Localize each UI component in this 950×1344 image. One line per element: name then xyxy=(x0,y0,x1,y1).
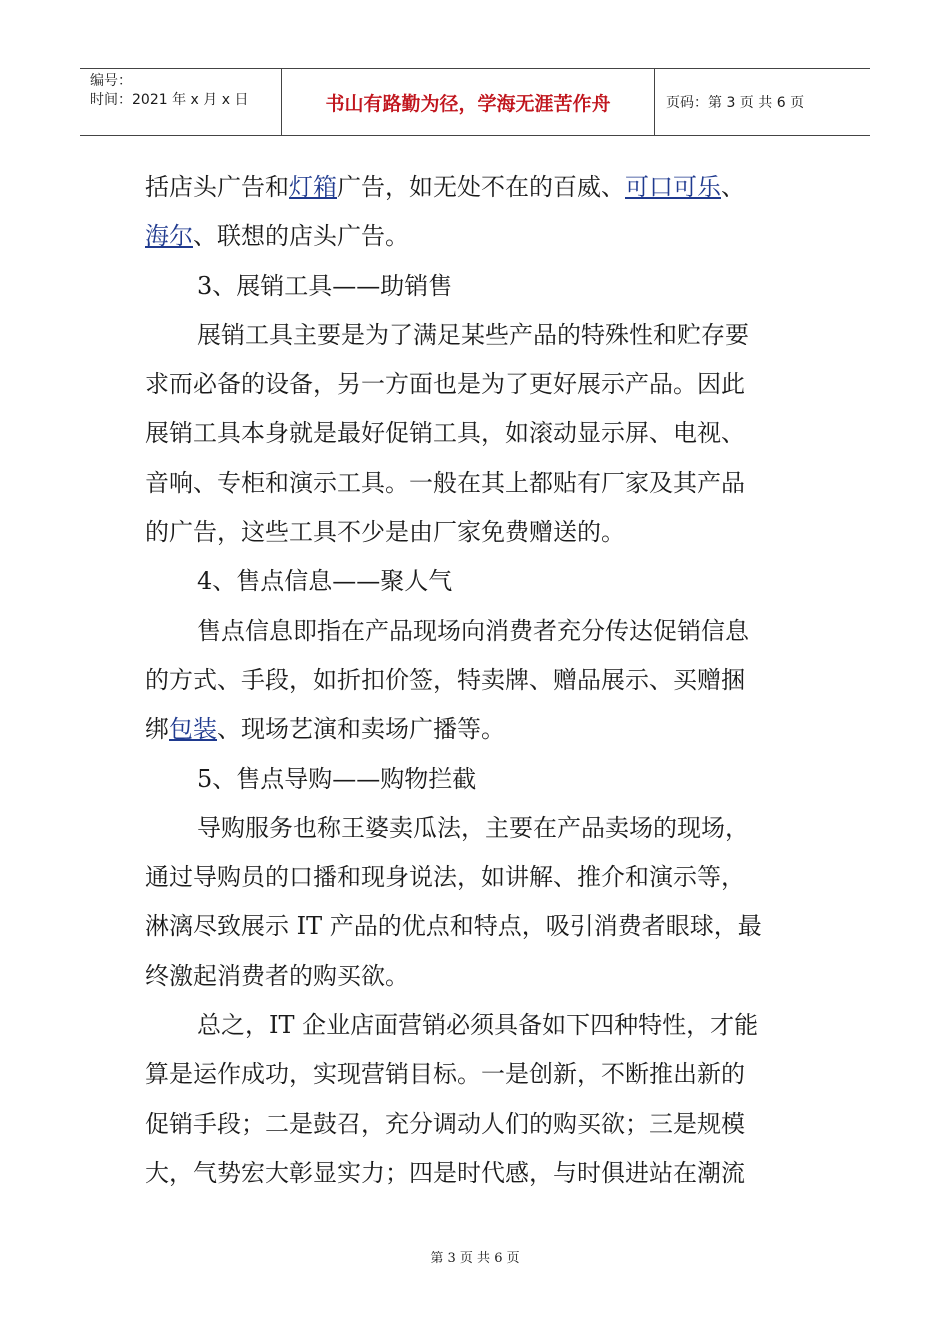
number-label: 编号： xyxy=(90,73,132,89)
body-line xyxy=(145,705,815,754)
section-heading: 5、售点导购——购物拦截 xyxy=(197,764,477,793)
text-segment: 绑 xyxy=(145,715,169,744)
body-line: 大，气势宏大彰显实力；四是时代感，与时俱进站在潮流 xyxy=(145,1158,745,1187)
document-body xyxy=(145,163,815,1198)
header-page-info: 页码：第 3 页 共 6 页 xyxy=(666,95,805,111)
body-line: 终激起消费者的购买欲。 xyxy=(145,961,409,990)
body-line: 算是运作成功，实现营销目标。一是创新，不断推出新的 xyxy=(145,1060,745,1089)
text-segment: 、联想的店头广告。 xyxy=(193,222,409,251)
body-line: 售点信息即指在产品现场向消费者充分传达促销信息 xyxy=(197,616,749,645)
body-line: 的广告，这些工具不少是由厂家免费赠送的。 xyxy=(145,518,625,547)
body-line: 展销工具主要是为了满足某些产品的特殊性和贮存要 xyxy=(197,320,749,349)
body-line: 展销工具本身就是最好促销工具，如滚动显示屏、电视、 xyxy=(145,419,745,448)
section-heading: 3、展销工具——助销售 xyxy=(197,271,453,300)
body-line xyxy=(145,163,815,212)
link-coca-cola[interactable]: 可口可乐 xyxy=(625,173,721,201)
body-line: 促销手段；二是鼓召，充分调动人们的购买欲；三是规模 xyxy=(145,1109,745,1138)
link-packaging[interactable]: 包装 xyxy=(169,715,217,744)
body-line: 音响、专柜和演示工具。一般在其上都贴有厂家及其产品 xyxy=(145,468,745,497)
text-segment: 括店头广告和 xyxy=(145,173,289,201)
text-segment: 广告，如无处不在的百威、 xyxy=(337,173,625,201)
text-segment: 、现场艺演和卖场广播等。 xyxy=(217,715,505,744)
body-line: 导购服务也称王婆卖瓜法，主要在产品卖场的现场， xyxy=(197,813,749,842)
page-header xyxy=(80,68,870,136)
body-line: 的方式、手段，如折扣价签，特卖牌、赠品展示、买赠捆 xyxy=(145,665,745,694)
header-meta xyxy=(80,69,281,135)
body-line: 淋漓尽致展示 IT 产品的优点和特点，吸引消费者眼球，最 xyxy=(145,912,762,941)
section-heading: 4、售点信息——聚人气 xyxy=(197,567,453,596)
time-label: 时间：2021 年 x 月 x 日 xyxy=(90,92,249,108)
header-motto: 书山有路勤为径，学海无涯苦作舟 xyxy=(281,69,655,135)
body-line xyxy=(145,212,815,261)
body-line: 总之，IT 企业店面营销必须具备如下四种特性，才能 xyxy=(197,1011,759,1040)
body-line: 求而必备的设备，另一方面也是为了更好展示产品。因此 xyxy=(145,370,745,399)
link-haier[interactable]: 海尔 xyxy=(145,222,193,251)
link-lightbox[interactable]: 灯箱 xyxy=(289,173,337,201)
text-segment: 、 xyxy=(721,173,745,201)
page-footer: 第 3 页 共 6 页 xyxy=(430,1251,520,1266)
body-line: 通过导购员的口播和现身说法，如讲解、推介和演示等， xyxy=(145,863,745,892)
